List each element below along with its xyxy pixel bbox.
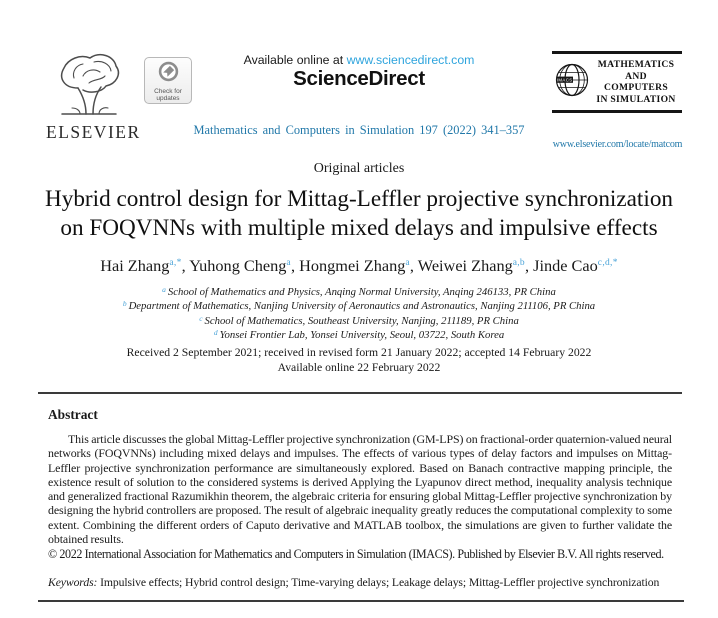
journal-citation-link[interactable]: Mathematics and Computers in Simulation 197 (2022) 341–357 [193, 123, 525, 137]
elsevier-wordmark: ELSEVIER [46, 122, 141, 142]
journal-box-bottom-rule [552, 110, 682, 113]
check-for-updates-label-line1: Check for [154, 88, 182, 95]
copyright-line: © 2022 International Association for Mathematics and Computers in Simulation (IMACS). Published by Elsevier B.V. All rights reserved. [48, 547, 664, 562]
divider-rule-bottom [38, 600, 684, 602]
sciencedirect-link[interactable]: www.sciencedirect.com [346, 53, 475, 67]
author: Jinde Cao$^{c,d,*}$ [533, 256, 618, 275]
author: Yuhong Cheng$^a$, [189, 256, 300, 275]
author-list [0, 256, 718, 276]
elsevier-locate-link[interactable]: www.elsevier.com/locate/matcom [552, 139, 683, 150]
keywords-line [38, 576, 684, 589]
check-for-updates-label-line2: updates [156, 95, 180, 102]
affiliation-list [0, 284, 718, 341]
affiliation: $^b$ Department of Mathematics, Nanjing University of Aeronautics and Astronautics, Nanjing 211106, PR China [122, 299, 596, 313]
section-label: Original articles [313, 161, 405, 176]
imacs-label: IMACS [556, 77, 573, 82]
author-affil-sup[interactable]: a [286, 258, 291, 268]
article-title-line1: Hybrid control design for Mittag-Leffler projective synchronization [44, 186, 674, 212]
sciencedirect-wordmark: ScienceDirect [293, 67, 425, 90]
article-title-line2: on FOQVNNs with multiple mixed delays and impulsive effects [60, 214, 658, 241]
divider-rule-top [38, 392, 682, 394]
keywords-text: Impulsive effects; Hybrid control design; Time-varying delays; Leakage delays; Mittag-Leffler projective synchronization [97, 575, 660, 589]
article-title [0, 185, 718, 242]
elsevier-tree-icon [50, 103, 128, 120]
author-affil-sup[interactable]: a [405, 258, 410, 268]
journal-box-title: MATHEMATICS AND COMPUTERS IN SIMULATION [596, 59, 676, 105]
abstract-heading: Abstract [48, 407, 98, 422]
author: Weiwei Zhang$^{a,b}$, [417, 256, 534, 275]
author-affil-sup[interactable]: a,b [512, 258, 525, 268]
author-affil-sup[interactable]: c,d,* [597, 258, 618, 268]
abstract-section [38, 407, 684, 602]
imacs-globe-icon [554, 62, 590, 103]
author-affil-sup[interactable]: a,* [169, 258, 182, 268]
author: Hongmei Zhang$^a$, [299, 256, 418, 275]
available-online-date: Available online 22 February 2022 [277, 360, 441, 374]
abstract-text: This article discusses the global Mittag-Leffler projective synchronization (GM-LPS) on fractional-order quaternion-valued neural networks (FOQVNNs) including mixed delays and impulses. The effects of various types of delay factors and impulses on Mittag-Leffler projective synchronization performance are simultaneously explored. Based on Banach contractive mapping principle, the existence result of solution to the considered systems is derived Applying the Lyapunov direct method, inequality analysis technique and generalized fractional Razumikhin theorem, the algebraic criteria for ensuring global Mittag-Leffler projective synchronization by designing the hybrid controllers are proposed. The result of algebraic inequality greatly reduces the computational complexity to some extent. Combining the different orders of Caputo derivative and MATLAB toolbox, the simulations are given to further validate the obtained results. [48, 432, 672, 547]
journal-cover-box [552, 51, 682, 113]
received-dates: Received 2 September 2021; received in revised form 21 January 2022; accepted 14 February 2022 [126, 346, 592, 359]
affiliation: $^a$ School of Mathematics and Physics, Anqing Normal University, Anqing 246133, PR China [162, 285, 556, 298]
affiliation: $^c$ School of Mathematics, Southeast University, Nanjing, 211189, PR China [199, 313, 519, 327]
available-online-text: Available online at [243, 53, 347, 67]
article-history [0, 346, 718, 376]
keywords-label: Keywords: [48, 575, 98, 589]
author: Hai Zhang$^{a,*}$, [100, 256, 190, 275]
affiliation: $^d$ Yonsei Frontier Lab, Yonsei University, Seoul, 03722, South Korea [213, 327, 505, 341]
